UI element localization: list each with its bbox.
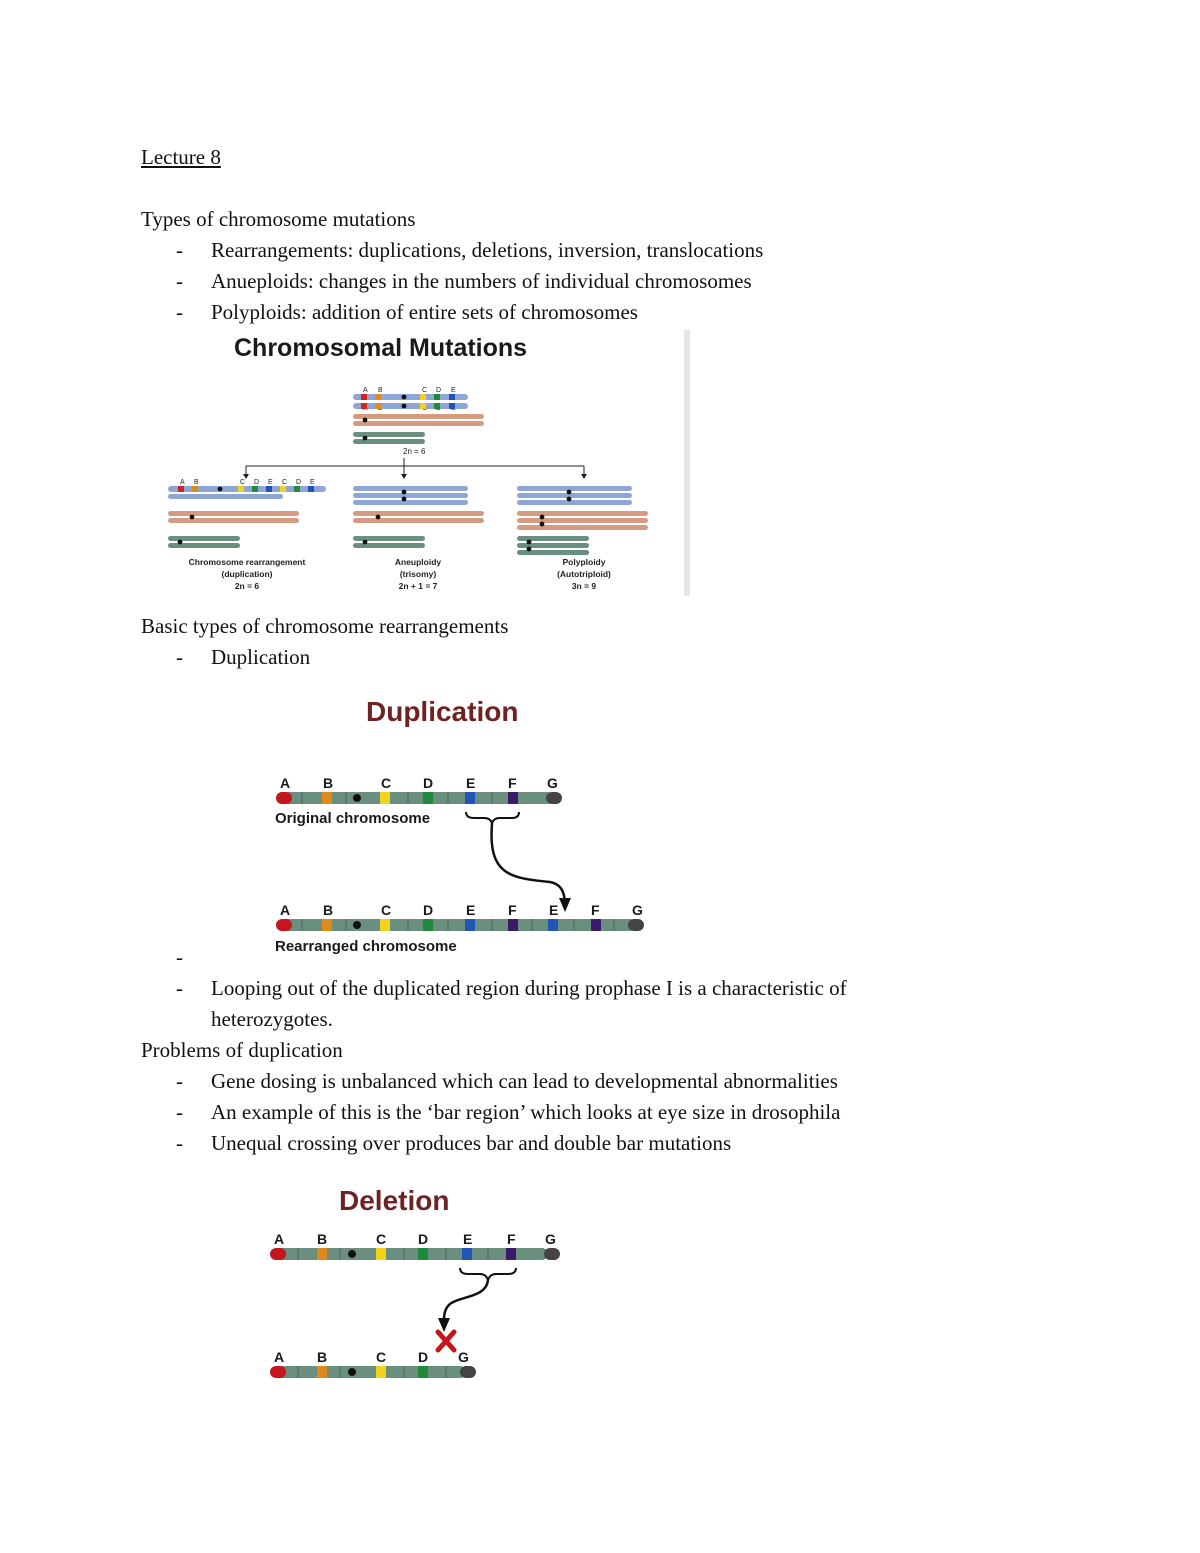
gene-label: G <box>547 775 558 791</box>
caption-line: (duplication) <box>221 569 273 579</box>
caption-line: Aneuploidy <box>394 557 442 567</box>
problems-bullet-1: Gene dosing is unbalanced which can lead to developmental abnormalities <box>211 1069 838 1093</box>
fig3-title: Deletion <box>339 1185 450 1216</box>
gene-label: D <box>418 1349 429 1365</box>
gene-label: C <box>240 479 246 486</box>
gene-label: D <box>423 775 434 791</box>
bullet-dash: - <box>176 976 183 1000</box>
chromosomal-mutations-figure <box>160 330 700 596</box>
deletion-figure <box>260 1180 580 1400</box>
gene-label: B <box>378 387 383 394</box>
bullet-dash: - <box>176 269 183 293</box>
gene-label: E <box>310 479 315 486</box>
gene-label: D <box>418 1231 429 1247</box>
intro-bullet-3: Polyploids: addition of entire sets of chromosomes <box>211 300 638 324</box>
caption-line: 2n = 6 <box>234 581 260 591</box>
gene-label: F <box>507 1231 516 1247</box>
gene-label: F <box>508 902 517 918</box>
gene-label: A <box>363 387 368 394</box>
rearranged-label: Rearranged chromosome <box>275 938 457 955</box>
basic-title: Basic types of chromosome rearrangements <box>141 614 509 638</box>
chromosome-blue <box>353 493 468 498</box>
bullet-dash: - <box>176 238 183 262</box>
gene-label: B <box>317 1349 328 1365</box>
gene-label: A <box>280 902 291 918</box>
chromosome-blue <box>353 486 468 491</box>
gene-label: D <box>296 479 302 486</box>
gene-label: E <box>268 479 273 486</box>
bullet-dash: - <box>176 1069 183 1093</box>
fig1-title: Chromosomal Mutations <box>234 334 528 362</box>
gene-label: B <box>323 775 334 791</box>
gene-label: C <box>381 902 392 918</box>
gene-label: D <box>436 387 442 394</box>
caption-line: Chromosome rearrangement <box>188 557 306 567</box>
gene-label: E <box>463 1231 473 1247</box>
gene-label: F <box>591 902 600 918</box>
bullet-dash: - <box>176 945 183 969</box>
gene-label: G <box>458 1349 469 1365</box>
intro-bullet-1: Rearrangements: duplications, deletions, inversion, translocations <box>211 238 764 262</box>
gene-label: E <box>549 902 559 918</box>
caption-line: Polyploidy <box>562 557 606 567</box>
chromosome-salmon <box>353 511 484 516</box>
gene-label: E <box>451 387 456 394</box>
chromosome-deleted <box>276 1366 466 1378</box>
gene-label: A <box>280 775 291 791</box>
caption-line: (trisomy) <box>399 569 437 579</box>
problems-title: Problems of duplication <box>141 1038 343 1062</box>
gene-label: E <box>466 775 476 791</box>
gene-label: B <box>323 902 334 918</box>
chromosome-blue <box>517 493 632 498</box>
figure-border <box>684 330 690 596</box>
gene-label: A <box>274 1349 285 1365</box>
gene-label: C <box>376 1231 387 1247</box>
chromosome-rearranged <box>282 919 636 931</box>
looping-bullet-line-1: Looping out of the duplicated region during prophase I is a characteristic of <box>211 976 847 1000</box>
bullet-dash: - <box>176 645 183 669</box>
gene-label: B <box>317 1231 328 1247</box>
gene-label: A <box>274 1231 285 1247</box>
gene-label: C <box>376 1349 387 1365</box>
gene-label: G <box>545 1231 556 1247</box>
chromosome-blue <box>353 500 468 505</box>
chromosome-blue <box>168 486 326 492</box>
top-count: 2n = 6 <box>403 447 426 456</box>
intro-bullet-2: Anueploids: changes in the numbers of individual chromosomes <box>211 269 752 293</box>
gene-label: C <box>282 479 288 486</box>
original-label: Original chromosome <box>275 810 431 827</box>
bullet-dash: - <box>176 300 183 324</box>
chromosome-blue <box>168 494 283 499</box>
chromosome-salmon <box>168 518 299 523</box>
duplication-figure <box>260 690 660 956</box>
gene-label: E <box>466 902 476 918</box>
chromosome-salmon <box>517 525 648 530</box>
problems-bullet-3: Unequal crossing over produces bar and double bar mutations <box>211 1131 732 1155</box>
bullet-dash: - <box>176 1100 183 1124</box>
gene-label: C <box>381 775 392 791</box>
chromosome-salmon <box>353 421 484 426</box>
caption-line: 3n = 9 <box>571 581 597 591</box>
gene-label: B <box>194 479 199 486</box>
problems-bullet-2: An example of this is the ‘bar region’ which looks at eye size in drosophila <box>211 1100 841 1124</box>
caption-line: 2n + 1 = 7 <box>398 581 438 591</box>
chromosome-salmon <box>517 518 648 523</box>
gene-label: G <box>632 902 643 918</box>
looping-bullet-line-2: heterozygotes. <box>211 1007 333 1031</box>
basic-bullet-1: Duplication <box>211 645 311 669</box>
chromosome-blue <box>517 500 632 505</box>
chromosome-blue <box>517 486 632 491</box>
caption-line: (Autotriploid) <box>557 569 611 579</box>
intro-title: Types of chromosome mutations <box>141 207 416 231</box>
lecture-heading: Lecture 8 <box>141 145 221 169</box>
gene-label: D <box>254 479 260 486</box>
gene-label: F <box>508 775 517 791</box>
fig2-title: Duplication <box>366 696 519 727</box>
chromosome-salmon <box>517 511 648 516</box>
gene-label: A <box>180 479 185 486</box>
chromosome-salmon <box>168 511 299 516</box>
chromosome-salmon <box>353 414 484 419</box>
gene-label: D <box>423 902 434 918</box>
chromosome-salmon <box>353 518 484 523</box>
bullet-dash: - <box>176 1131 183 1155</box>
gene-label: C <box>422 387 428 394</box>
